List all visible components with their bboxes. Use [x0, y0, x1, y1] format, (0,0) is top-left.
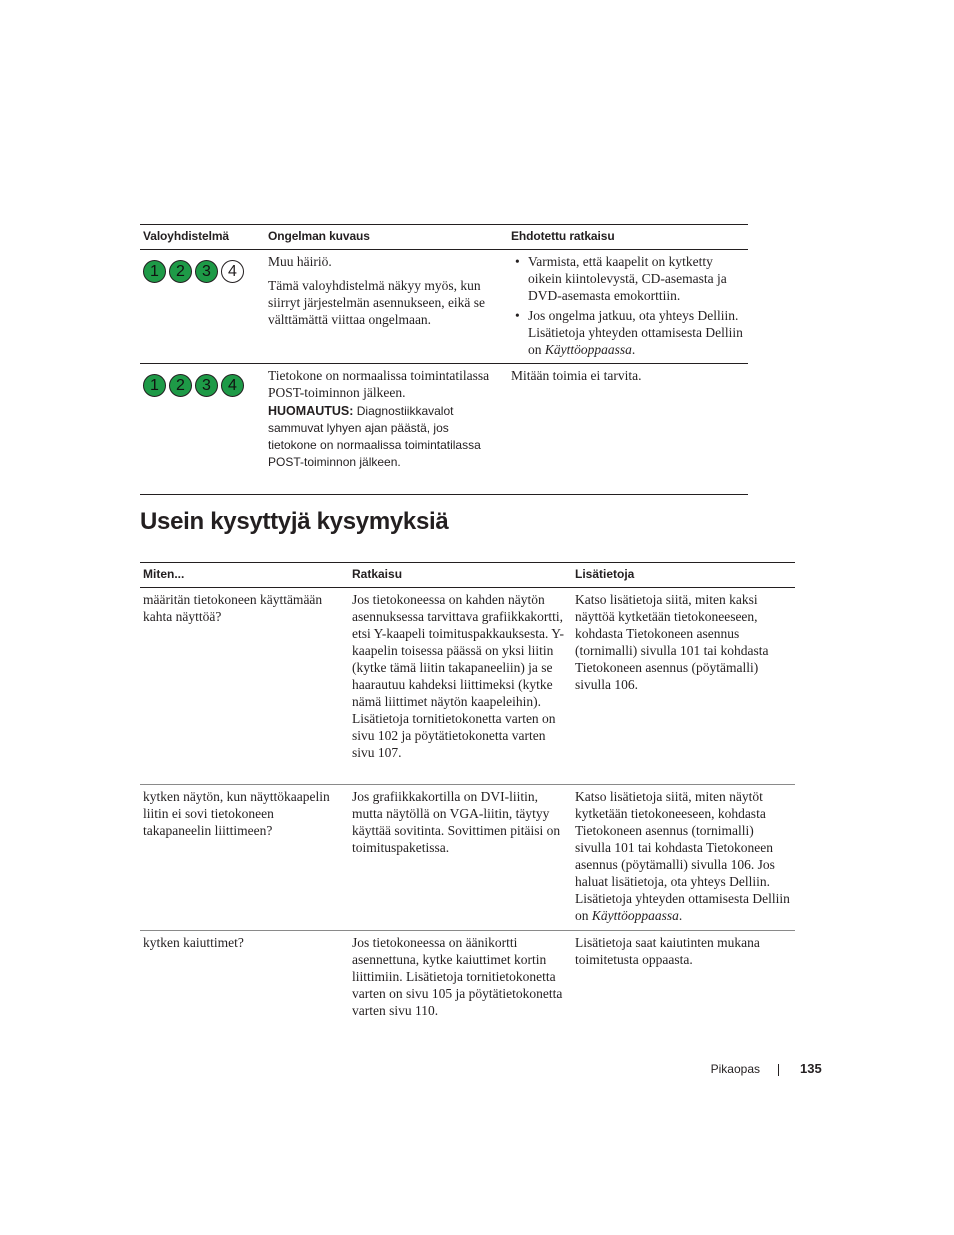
footer-divider	[778, 1064, 779, 1076]
diagnostic-lights	[143, 260, 244, 283]
diagnostic-light-3-icon: 3	[195, 374, 218, 397]
suggested-solution	[511, 367, 747, 391]
diagnostic-light-3-icon: 3	[195, 260, 218, 283]
header-solution: Ratkaisu	[352, 567, 403, 581]
faq-question: kytken kaiuttimet?	[143, 935, 244, 950]
footer-label: Pikaopas	[710, 1062, 760, 1076]
diagnostic-lights-table	[140, 224, 748, 495]
suggested-solution	[511, 253, 747, 361]
faq-solution: Jos tietokoneessa on äänikortti asennettuna, kytke kaiuttimet kortin liittimiin. Lisätietoja tornitietokonetta varten on sivu 105 ja pöytätietokonetta varten sivu 110.	[352, 935, 563, 1018]
faq-info: Lisätietoja saat kaiutinten mukana toimitetusta oppaasta.	[575, 935, 760, 967]
note-text: Diagnostiikkavalot sammuvat lyhyen ajan päästä, jos tietokone on normaalissa toimintatilassa POST-toiminnon jälkeen.	[268, 404, 481, 469]
description-text: Muu häiriö.	[268, 254, 332, 269]
diagnostic-light-2-icon: 2	[169, 260, 192, 283]
diagnostic-table-header	[140, 224, 748, 250]
diagnostic-light-4-icon: 4	[221, 260, 244, 283]
solution-item: • Varmista, että kaapelit on kytketty oikein kiintolevystä, CD-asemasta ja DVD-asemasta emokorttiin.	[511, 253, 747, 304]
diagnostic-light-2-icon: 2	[169, 374, 192, 397]
faq-table	[140, 562, 795, 1026]
header-how: Miten...	[143, 567, 185, 581]
diagnostic-row	[140, 250, 748, 364]
note	[268, 403, 500, 471]
description-text: Tietokone on normaalissa toimintatilassa POST-toiminnon jälkeen.	[268, 368, 490, 400]
section-heading: Usein kysyttyjä kysymyksiä	[140, 508, 449, 535]
header-suggested-solution: Ehdotettu ratkaisu	[511, 229, 615, 243]
faq-table-header	[140, 562, 795, 588]
header-more-info: Lisätietoja	[575, 567, 635, 581]
faq-question: kytken näytön, kun näyttökaapelin liitin ei sovi tietokoneen takapaneelin liittimeen?	[143, 789, 330, 838]
faq-row	[140, 931, 795, 1026]
faq-question: määritän tietokoneen käyttämään kahta näyttöä?	[143, 592, 323, 624]
page-footer	[0, 1062, 954, 1080]
faq-info: Katso lisätietoja siitä, miten näytöt kytketään tietokoneeseen, kohdasta Tietokoneen asennus (tornimalli) sivulla 101 tai kohdasta Tietokoneen asennus (pöytämalli) sivulla 106. Jos haluat lisätietoja, ota yhteys Delliin. Lisätietoja yhteyden ottamisesta Delliin on Käyttöoppaassa.	[575, 789, 790, 923]
page-number: 135	[800, 1061, 822, 1076]
header-problem-description: Ongelman kuvaus	[268, 229, 370, 243]
manual-reference: Käyttöoppaassa	[591, 908, 679, 923]
manual-reference: Käyttöoppaassa	[544, 342, 632, 357]
problem-description	[268, 367, 500, 471]
description-text: Tämä valoyhdistelmä näkyy myös, kun siirryt järjestelmän asennukseen, eikä se välttämättä viittaa ongelmaan.	[268, 278, 486, 327]
diagnostic-row	[140, 364, 748, 495]
note-label: HUOMAUTUS:	[268, 404, 354, 418]
problem-description	[268, 253, 500, 335]
diagnostic-light-4-icon: 4	[221, 374, 244, 397]
solution-list	[511, 253, 747, 358]
faq-row	[140, 588, 795, 785]
faq-solution: Jos tietokoneessa on kahden näytön asennuksessa tarvittava grafiikkakortti, etsi Y-kaapeli toimituspakkauksesta. Y-kaapelin toisessa päässä on yksi liitin (kytke tämä liitin takapaneeliin) ja se haarautuu kahdeksi liittimeksi (kytke nämä liittimet näytön kaapeleihin). Lisätietoja tornitietokonetta varten on sivu 102 ja pöytätietokonetta varten sivu 107.	[352, 592, 564, 760]
solution-text: Mitään toimia ei tarvita.	[511, 368, 642, 383]
faq-row	[140, 785, 795, 931]
header-light-combination: Valoyhdistelmä	[143, 229, 229, 243]
diagnostic-light-1-icon: 1	[143, 374, 166, 397]
faq-info: Katso lisätietoja siitä, miten kaksi näyttöä kytketään tietokoneeseen, kohdasta Tietokoneen asennus (tornimalli) sivulla 101 tai kohdasta Tietokoneen asennus (pöytämalli) sivulla 106.	[575, 592, 769, 692]
faq-solution: Jos grafiikkakortilla on DVI-liitin, mutta näytöllä on VGA-liitin, täytyy käyttää sovitinta. Sovittimen pitäisi on toimituspaketissa.	[352, 789, 561, 855]
diagnostic-light-1-icon: 1	[143, 260, 166, 283]
solution-item: • Jos ongelma jatkuu, ota yhteys Delliin. Lisätietoja yhteyden ottamisesta Delliin on Käyttöoppaassa.	[511, 307, 747, 358]
diagnostic-lights	[143, 374, 244, 397]
